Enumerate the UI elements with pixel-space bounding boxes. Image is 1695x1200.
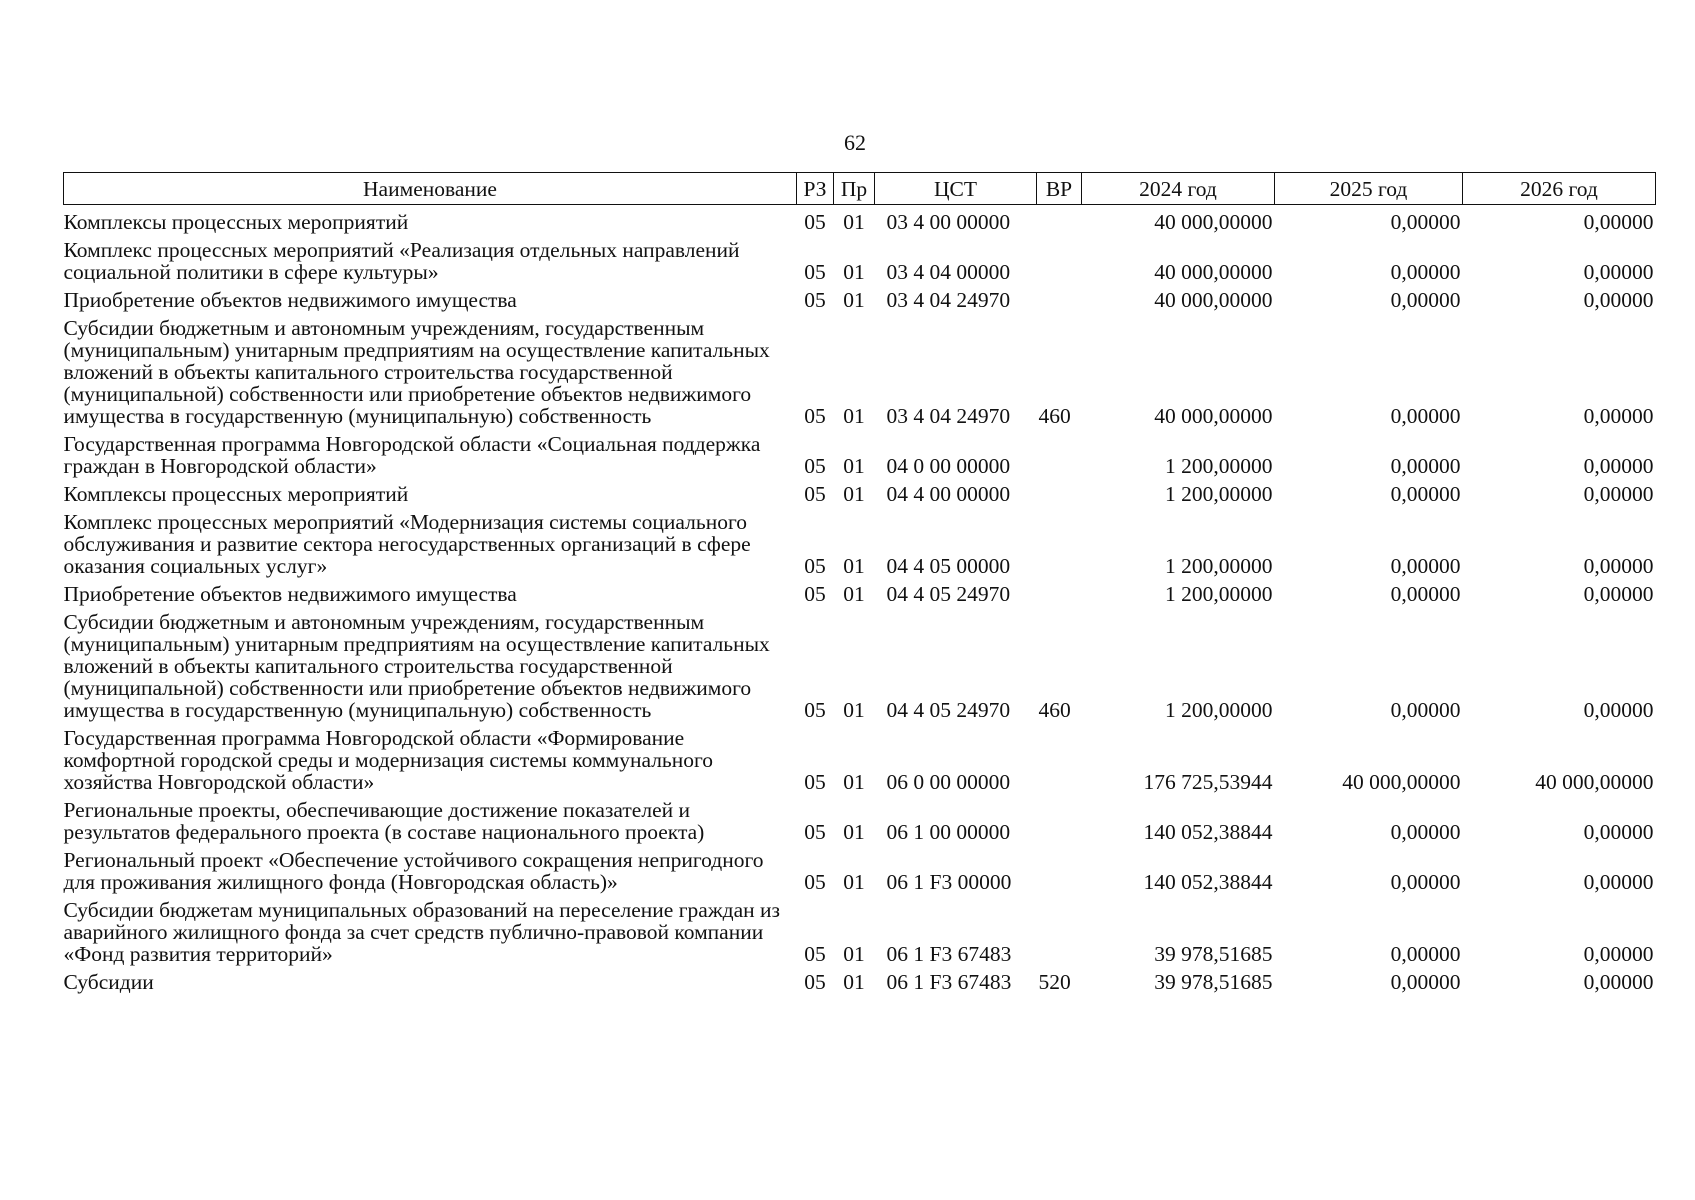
row-rz: 05 [804,582,826,606]
row-vr [1037,577,1082,605]
row-vr [1037,721,1082,793]
row-2025: 0,00000 [1390,404,1461,428]
row-pr: 01 [843,404,865,428]
row-name: Приобретение объектов недвижимого имущества [63,288,517,312]
row-2025: 40 000,00000 [1342,770,1461,794]
row-2025: 0,00000 [1390,870,1461,894]
row-pr: 01 [843,942,865,966]
table-row [64,427,1656,477]
row-pr: 01 [843,970,865,994]
row-pr: 01 [843,820,865,844]
row-vr: 460 [1038,698,1071,722]
row-2025: 0,00000 [1390,482,1461,506]
row-name: Комплексы процессных мероприятий [63,482,409,506]
header-2024: 2024 год [1082,173,1275,205]
row-cst: 06 1 F3 67483 [886,942,1012,966]
row-cst: 04 0 00 00000 [886,454,1011,478]
row-cst: 04 4 00 00000 [886,482,1011,506]
row-2025: 0,00000 [1390,210,1461,234]
row-name: Субсидии бюджетным и автономным учреждениям, государственным (муниципальным) унитарным предприятиям на осуществление капитальных вложений в объекты капитального строительства государственной (муниципальной) собственности или приобретение объектов недвижимого имущества в государственную (муниципальную) собственность [63,610,770,722]
row-vr [1037,477,1082,505]
row-rz: 05 [804,770,826,794]
row-pr: 01 [843,288,865,312]
row-2024: 1 200,00000 [1165,698,1273,722]
row-name: Комплексы процессных мероприятий [63,210,409,234]
row-cst: 04 4 05 00000 [886,554,1011,578]
row-2026: 0,00000 [1583,260,1654,284]
budget-table [63,172,1656,993]
table-row [64,793,1656,843]
row-2026: 0,00000 [1583,210,1654,234]
row-name: Субсидии бюджетным и автономным учреждениям, государственным (муниципальным) унитарным предприятиям на осуществление капитальных вложений в объекты капитального строительства государственной (муниципальной) собственности или приобретение объектов недвижимого имущества в государственную (муниципальную) собственность [63,316,770,428]
row-name: Государственная программа Новгородской области «Формирование комфортной городской среды и модернизация системы коммунального хозяйства Новгородской области» [63,726,714,794]
header-2025: 2025 год [1275,173,1463,205]
row-vr [1037,427,1082,477]
row-name: Приобретение объектов недвижимого имущества [63,582,517,606]
row-name: Комплекс процессных мероприятий «Модернизация системы социального обслуживания и развитие сектора негосударственных организаций в сфере оказания социальных услуг» [63,510,751,578]
row-cst: 06 0 00 00000 [886,770,1011,794]
row-2024: 39 978,51685 [1154,942,1273,966]
row-2025: 0,00000 [1390,970,1461,994]
row-pr: 01 [843,554,865,578]
row-2024: 140 052,38844 [1143,870,1273,894]
table-row [64,283,1656,311]
row-2024: 40 000,00000 [1154,288,1273,312]
row-rz: 05 [804,820,826,844]
row-2024: 1 200,00000 [1165,554,1273,578]
row-vr [1037,283,1082,311]
table-row [64,477,1656,505]
row-2025: 0,00000 [1390,260,1461,284]
row-vr: 460 [1038,404,1071,428]
table-row [64,577,1656,605]
row-2025: 0,00000 [1390,820,1461,844]
row-name: Региональный проект «Обеспечение устойчивого сокращения непригодного для проживания жилищного фонда (Новгородская область)» [63,848,764,894]
row-rz: 05 [804,870,826,894]
row-cst: 03 4 04 24970 [886,404,1011,428]
row-2025: 0,00000 [1390,288,1461,312]
row-name: Комплекс процессных мероприятий «Реализация отдельных направлений социальной политики в сфере культуры» [63,238,740,284]
table-row [64,893,1656,965]
row-name: Субсидии [63,970,154,994]
row-pr: 01 [843,582,865,606]
row-2026: 0,00000 [1583,820,1654,844]
row-2026: 0,00000 [1583,288,1654,312]
row-2026: 0,00000 [1583,582,1654,606]
row-rz: 05 [804,698,826,722]
row-2024: 140 052,38844 [1143,820,1273,844]
header-vr: ВР [1037,173,1082,205]
row-2026: 0,00000 [1583,404,1654,428]
row-2026: 0,00000 [1583,698,1654,722]
row-cst: 03 4 04 00000 [886,260,1011,284]
table-header [64,173,1656,205]
row-cst: 06 1 F3 00000 [886,870,1012,894]
row-vr [1037,793,1082,843]
row-vr [1037,893,1082,965]
table-row [64,311,1656,427]
header-pr: Пр [834,173,875,205]
row-cst: 04 4 05 24970 [886,582,1011,606]
table-row [64,505,1656,577]
header-name: Наименование [64,173,797,205]
row-2024: 39 978,51685 [1154,970,1273,994]
row-2024: 40 000,00000 [1154,210,1273,234]
row-2026: 0,00000 [1583,482,1654,506]
row-vr: 520 [1038,970,1071,994]
row-pr: 01 [843,770,865,794]
row-2026: 0,00000 [1583,970,1654,994]
table-row [64,233,1656,283]
row-2026: 0,00000 [1583,870,1654,894]
row-2026: 0,00000 [1583,454,1654,478]
row-cst: 04 4 05 24970 [886,698,1011,722]
row-pr: 01 [843,870,865,894]
row-2025: 0,00000 [1390,554,1461,578]
row-cst: 03 4 00 00000 [886,210,1011,234]
row-2024: 1 200,00000 [1165,454,1273,478]
table-row [64,965,1656,993]
row-vr [1037,505,1082,577]
row-2026: 0,00000 [1583,554,1654,578]
row-pr: 01 [843,482,865,506]
row-cst: 06 1 00 00000 [886,820,1011,844]
row-2025: 0,00000 [1390,582,1461,606]
row-rz: 05 [804,288,826,312]
table-row [64,843,1656,893]
row-2024: 40 000,00000 [1154,404,1273,428]
row-2024: 1 200,00000 [1165,582,1273,606]
row-rz: 05 [804,970,826,994]
table-body [64,205,1656,994]
row-2025: 0,00000 [1390,698,1461,722]
row-cst: 03 4 04 24970 [886,288,1011,312]
table-row [64,205,1656,234]
row-rz: 05 [804,942,826,966]
row-pr: 01 [843,454,865,478]
row-pr: 01 [843,210,865,234]
row-vr [1037,233,1082,283]
row-rz: 05 [804,210,826,234]
header-cst: ЦСТ [875,173,1037,205]
page-number: 62 [844,130,866,155]
row-2026: 40 000,00000 [1535,770,1654,794]
table-row [64,721,1656,793]
header-rz: РЗ [797,173,834,205]
row-rz: 05 [804,454,826,478]
row-name: Государственная программа Новгородской области «Социальная поддержка граждан в Новгородской области» [63,432,761,478]
table-row [64,605,1656,721]
row-rz: 05 [804,404,826,428]
row-2024: 176 725,53944 [1143,770,1273,794]
row-rz: 05 [804,260,826,284]
row-name: Субсидии бюджетам муниципальных образований на переселение граждан из аварийного жилищного фонда за счет средств публично-правовой компании «Фонд развития территорий» [63,898,781,966]
row-pr: 01 [843,698,865,722]
row-2024: 1 200,00000 [1165,482,1273,506]
row-2025: 0,00000 [1390,454,1461,478]
row-rz: 05 [804,554,826,578]
row-2026: 0,00000 [1583,942,1654,966]
row-2025: 0,00000 [1390,942,1461,966]
row-cst: 06 1 F3 67483 [886,970,1012,994]
row-rz: 05 [804,482,826,506]
header-2026: 2026 год [1463,173,1656,205]
row-name: Региональные проекты, обеспечивающие достижение показателей и результатов федерального проекта (в составе национального проекта) [63,798,705,844]
row-vr [1037,843,1082,893]
row-vr [1037,205,1082,234]
row-2024: 40 000,00000 [1154,260,1273,284]
row-pr: 01 [843,260,865,284]
